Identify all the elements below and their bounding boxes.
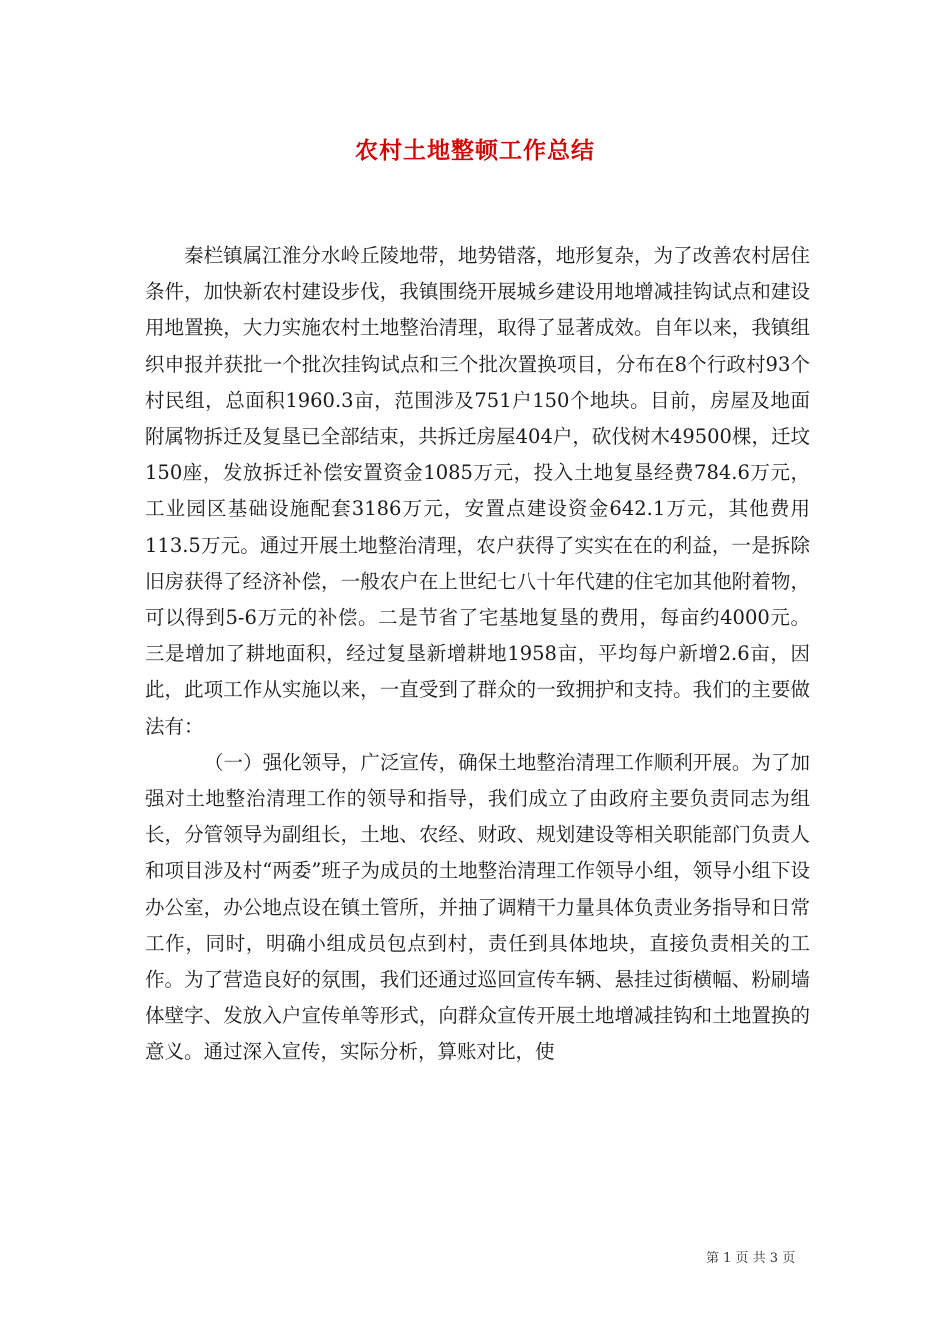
document-body — [145, 238, 810, 1071]
page-number-footer: 第 1 页 共 3 页 — [706, 1251, 796, 1266]
paragraph-section-1: （一）强化领导，广泛宣传，确保土地整治清理工作顺利开展。为了加强对土地整治清理工作的领导和指导，我们成立了由政府主要负责同志为组长，分管领导为副组长，土地、农经、财政、规划建设等相关职能部门负责人和项目涉及村“两委”班子为成员的土地整治清理工作领导小组，领导小组下设办公室，办公地点设在镇土管所，并抽了调精干力量具体负责业务指导和日常工作，同时，明确小组成员包点到村，责任到具体地块，直接负责相关的工作。为了营造良好的氛围，我们还通过巡回宣传车辆、悬挂过街横幅、粉刷墙体壁字、发放入户宣传单等形式，向群众宣传开展土地增减挂钩和土地置换的意义。通过深入宣传，实际分析，算账对比，使 — [145, 750, 810, 1064]
document-title: 农村土地整顿工作总结 — [355, 137, 595, 164]
paragraph-intro: 秦栏镇属江淮分水岭丘陵地带，地势错落，地形复杂，为了改善农村居住条件，加快新农村建设步伐，我镇围绕开展城乡建设用地增减挂钩试点和建设用地置换，大力实施农村土地整治清理，取得了显著成效。自年以来，我镇组织申报并获批一个批次挂钩试点和三个批次置换项目，分布在8个行政村93个村民组，总面积1960.3亩，范围涉及751户150个地块。目前，房屋及地面附属物拆迁及复垦已全部结束，共拆迁房屋404户，砍伐树木49500棵，迁坟150座，发放拆迁补偿安置资金1085万元，投入土地复垦经费784.6万元，工业园区基础设施配套3186万元，安置点建设资金642.1万元，其他费用113.5万元。通过开展土地整治清理，农户获得了实实在在的利益，一是拆除旧房获得了经济补偿，一般农户在上世纪七八十年代建的住宅加其他附着物，可以得到5-6万元的补偿。二是节省了宅基地复垦的费用，每亩约4000元。三是增加了耕地面积，经过复垦新增耕地1958亩，平均每户新增2.6亩，因此，此项工作从实施以来，一直受到了群众的一致拥护和支持。我们的主要做法有： — [145, 244, 810, 738]
